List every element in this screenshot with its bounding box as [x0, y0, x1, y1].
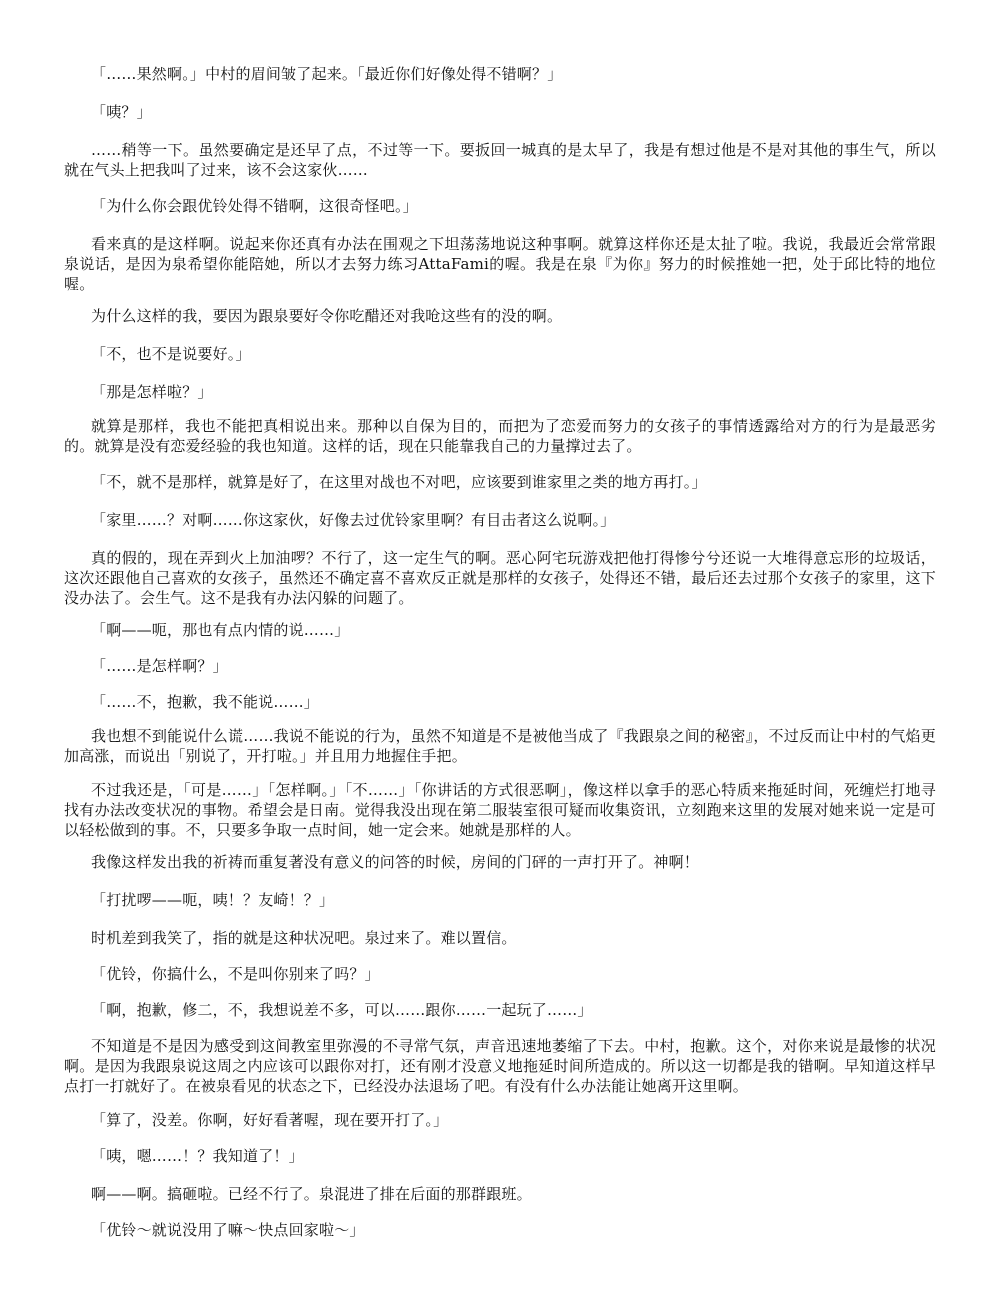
paragraph: 「……不，抱歉，我不能说……」 — [91, 693, 320, 711]
paragraph: 看来真的是这样啊。说起来你还真有办法在围观之下坦荡荡地说这种事啊。就算这样你还是太扯了啦。我说，我最近会常常跟泉说话，是因为泉希望你能陪她，所以才去努力练习AttaFami的喔。我是在泉『为你』努力的时候推她一把，处于邱比特的地位喔。 — [64, 235, 936, 293]
paragraph: 「为什么你会跟优铃处得不错啊，这很奇怪吧。」 — [91, 197, 418, 215]
paragraph: 「……果然啊。」中村的眉间皱了起来。「最近你们好像处得不错啊？」 — [91, 65, 563, 83]
paragraph: 「咦？」 — [91, 103, 152, 121]
paragraph: 为什么这样的我，要因为跟泉要好令你吃醋还对我呛这些有的没的啊。 — [91, 307, 563, 325]
paragraph: 真的假的，现在弄到火上加油啰？不行了，这一定生气的啊。恶心阿宅玩游戏把他打得惨兮兮还说一大堆得意忘形的垃圾话，这次还跟他自己喜欢的女孩子，虽然还不确定喜不喜欢反正就是那样的女孩子，处得还不错，最后还去过那个女孩子的家里，这下没办法了。会生气。这不是我有办法闪躲的问题了。 — [64, 549, 936, 607]
paragraph: 「不，就不是那样，就算是好了，在这里对战也不对吧，应该要到谁家里之类的地方再打。」 — [91, 473, 707, 491]
paragraph: ……稍等一下。虽然要确定是还早了点，不过等一下。要扳回一城真的是太早了，我是有想过他是不是对其他的事生气，所以就在气头上把我叫了过来，该不会这家伙…… — [64, 141, 936, 179]
paragraph: 「优铃，你搞什么，不是叫你别来了吗？」 — [91, 965, 380, 983]
paragraph: 啊——啊。搞砸啦。已经不行了。泉混进了排在后面的那群跟班。 — [91, 1185, 532, 1203]
paragraph: 「咦，嗯……！？我知道了！」 — [91, 1147, 304, 1165]
paragraph: 「优铃～就说没用了嘛～快点回家啦～」 — [91, 1221, 365, 1239]
paragraph: 「……是怎样啊？」 — [91, 657, 228, 675]
paragraph: 「啊，抱歉，修二，不，我想说差不多，可以……跟你……一起玩了……」 — [91, 1001, 593, 1019]
paragraph: 我像这样发出我的祈祷而重复著没有意义的问答的时候，房间的门砰的一声打开了。神啊！ — [91, 853, 700, 871]
paragraph: 「不，也不是说要好。」 — [91, 345, 251, 363]
paragraph: 「啊——呃，那也有点内情的说……」 — [91, 621, 350, 639]
paragraph: 「算了，没差。你啊，好好看著喔，现在要开打了。」 — [91, 1111, 449, 1129]
paragraph: 「打扰啰——呃，咦！？友崎！？」 — [91, 891, 335, 909]
paragraph: 我也想不到能说什么谎……我说不能说的行为，虽然不知道是不是被他当成了『我跟泉之间的秘密』，不过反而让中村的气焰更加高涨，而说出「别说了，开打啦。」并且用力地握住手把。 — [64, 727, 936, 765]
paragraph: 「家里……？对啊……你这家伙，好像去过优铃家里啊？有目击者这么说啊。」 — [91, 511, 616, 529]
paragraph: 不知道是不是因为感受到这间教室里弥漫的不寻常气氛，声音迅速地萎缩了下去。中村，抱歉。这个，对你来说是最惨的状况啊。是因为我跟泉说这周之内应该可以跟你对打，还有刚才没意义地拖延时间所造成的。所以这一切都是我的错啊。早知道这样早点打一打就好了。在被泉看见的状态之下，已经没办法退场了吧。有没有什么办法能让她离开这里啊。 — [64, 1037, 936, 1095]
paragraph: 就算是那样，我也不能把真相说出来。那种以自保为目的，而把为了恋爱而努力的女孩子的事情透露给对方的行为是最恶劣的。就算是没有恋爱经验的我也知道。这样的话，现在只能靠我自己的力量撑过去了。 — [64, 417, 936, 455]
paragraph: 时机差到我笑了，指的就是这种状况吧。泉过来了。难以置信。 — [91, 929, 517, 947]
paragraph: 「那是怎样啦？」 — [91, 383, 213, 401]
paragraph: 不过我还是，「可是……」「怎样啊。」「不……」「你讲话的方式很恶啊」，像这样以拿手的恶心特质来拖延时间，死缠烂打地寻找有办法改变状况的事物。希望会是日南。觉得我没出现在第二服装室很可疑而收集资讯，立刻跑来这里的发展对她来说一定是可以轻松做到的事。不，只要多争取一点时间，她一定会来。她就是那样的人。 — [64, 781, 936, 839]
